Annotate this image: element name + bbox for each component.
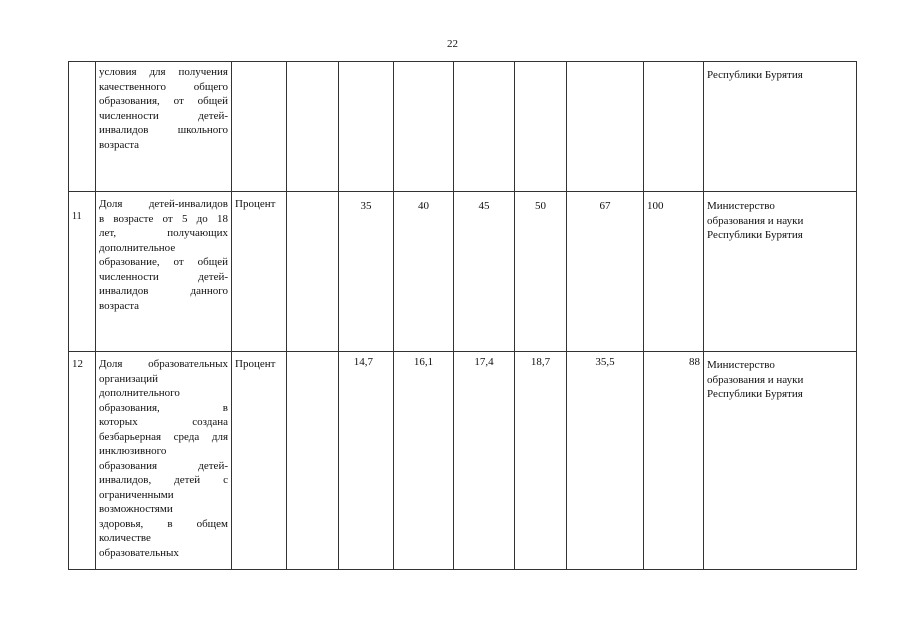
value-cell: 18,7: [515, 352, 567, 570]
table-row: [69, 352, 857, 570]
value-cell: 14,7: [339, 352, 394, 570]
value-cell: 16,1: [394, 352, 454, 570]
value-cell: [644, 62, 704, 192]
value-cell: 67: [567, 192, 644, 352]
table-row: [69, 192, 857, 352]
responsible-cell: Республики Бурятия: [704, 62, 857, 192]
responsible-cell: Министерство образования и науки Республики Бурятия: [704, 352, 857, 570]
value-cell: 100: [644, 192, 704, 352]
row-number: 12: [69, 352, 96, 570]
value-cell: [567, 62, 644, 192]
value-cell: 88: [644, 352, 704, 570]
base-value-cell: [287, 62, 339, 192]
value-cell: 35,5: [567, 352, 644, 570]
indicator-description: Доля образовательных организаций дополнительного образования, в которых создана безбарьерная среда для инклюзивного образования детей- инвалидов, детей с ограниченными возможностями здоровья, в общем количестве образовательных: [96, 352, 232, 570]
base-value-cell: [287, 192, 339, 352]
unit-cell: Процент: [232, 352, 287, 570]
page-number: 22: [447, 38, 458, 50]
indicator-description: условия для получения качественного общего образования, от общей численности детей- инвалидов школьного возраста: [96, 62, 232, 192]
value-cell: 40: [394, 192, 454, 352]
unit-cell: Процент: [232, 192, 287, 352]
indicator-description: Доля детей-инвалидов в возрасте от 5 до 18 лет, получающих дополнительное образование, от общей численности детей- инвалидов данного возраста: [96, 192, 232, 352]
value-cell: [339, 62, 394, 192]
row-number: [69, 62, 96, 192]
value-cell: [515, 62, 567, 192]
base-value-cell: [287, 352, 339, 570]
row-number: 11: [69, 192, 96, 352]
unit-cell: [232, 62, 287, 192]
value-cell: [454, 62, 515, 192]
value-cell: [394, 62, 454, 192]
indicators-table: [68, 61, 857, 570]
table-row: [69, 62, 857, 192]
value-cell: 50: [515, 192, 567, 352]
responsible-cell: Министерство образования и науки Республики Бурятия: [704, 192, 857, 352]
value-cell: 45: [454, 192, 515, 352]
value-cell: 17,4: [454, 352, 515, 570]
value-cell: 35: [339, 192, 394, 352]
